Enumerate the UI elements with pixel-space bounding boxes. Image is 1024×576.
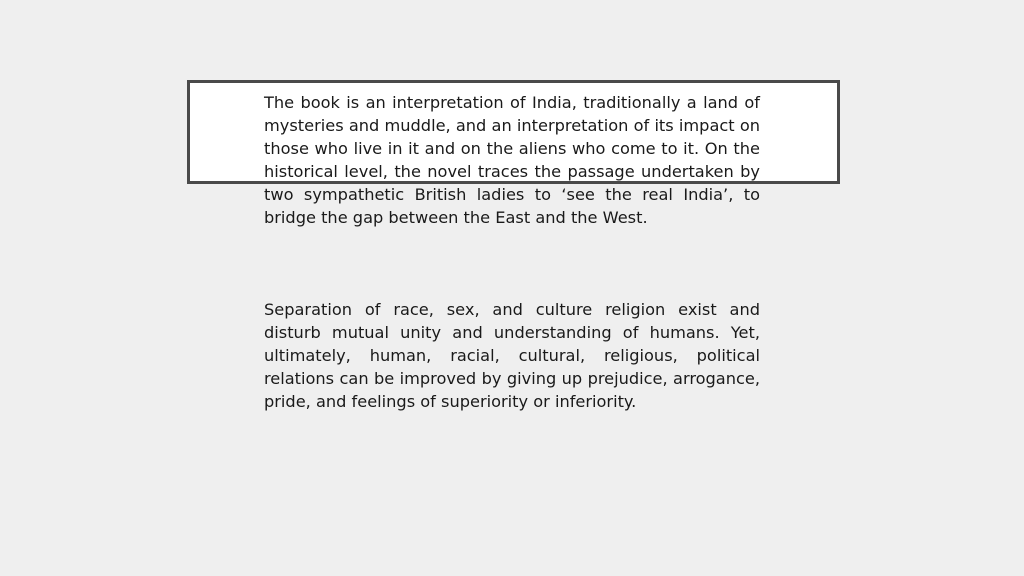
paragraph-separation: Separation of race, sex, and culture religion exist and disturb mutual unity and understanding of humans. Yet, ultimately, human, racial, cultural, religious, political relations can be improved by giving up prejudice, arrogance, pride, and feelings of superiority or inferiority. — [264, 300, 760, 411]
paragraph-interpretation: The book is an interpretation of India, traditionally a land of mysteries and muddle, and an interpretation of its impact on those who live in it and on the aliens who come to it. On the historical level, the novel traces the passage undertaken by two sympathetic British ladies to ‘see the real India’, to bridge the gap between the East and the West. — [264, 93, 760, 227]
